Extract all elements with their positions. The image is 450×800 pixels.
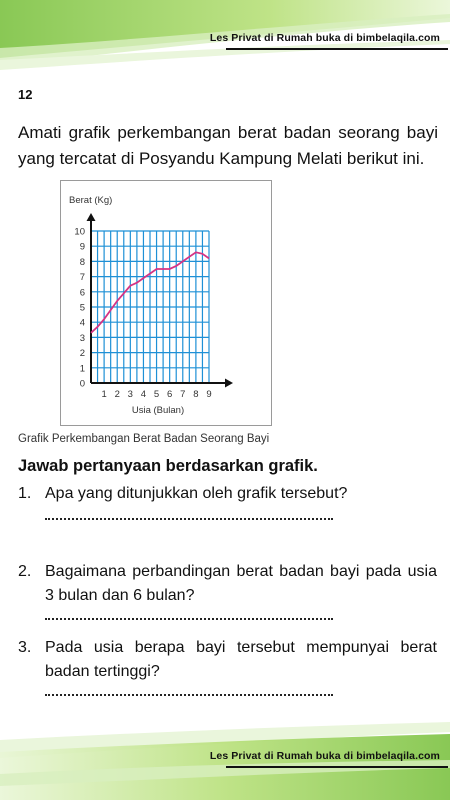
- footer-site-text: Les Privat di Rumah buka di bimbelaqila.com: [209, 750, 440, 762]
- y-tick-label: 9: [79, 241, 85, 253]
- y-axis-arrow-icon: [87, 213, 96, 221]
- x-tick-label: 7: [180, 389, 186, 400]
- x-tick-label: 9: [206, 389, 212, 400]
- y-tick-label: 5: [79, 302, 85, 314]
- intro-text: Amati grafik perkembangan berat badan seorang bayi yang tercatat di Posyandu Kampung Melati berikut ini.: [18, 123, 438, 168]
- y-tick-label: 8: [79, 256, 85, 268]
- y-tick-label: 2: [79, 348, 85, 360]
- answer-line-2: [45, 618, 333, 620]
- questions-title: Jawab pertanyaan berdasarkan grafik.: [18, 457, 318, 475]
- chart-caption: Grafik Perkembangan Berat Badan Seorang Bayi: [18, 433, 270, 445]
- footer-rule: [226, 766, 448, 768]
- x-tick-label: 3: [127, 389, 133, 400]
- x-tick-label: 4: [140, 389, 147, 400]
- question-2-text: Bagaimana perbandingan berat badan bayi pada usia 3 bulan dan 6 bulan?: [45, 563, 437, 604]
- x-tick-label: 8: [193, 389, 199, 400]
- x-axis-label: Usia (Bulan): [131, 405, 185, 416]
- y-tick-label: 3: [79, 332, 85, 344]
- x-tick-label: 5: [153, 389, 160, 400]
- y-tick-label: 4: [79, 317, 85, 329]
- y-tick-label: 1: [79, 363, 85, 375]
- question-3-text: Pada usia berapa bayi tersebut mempunyai berat badan tertinggi?: [45, 639, 437, 680]
- x-tick-label: 1: [101, 389, 107, 400]
- y-tick-label: 6: [79, 287, 85, 299]
- question-1-number: 1.: [18, 485, 32, 502]
- question-1-text: Apa yang ditunjukkan oleh grafik tersebut?: [45, 485, 348, 502]
- page-number: 12: [18, 87, 33, 102]
- x-axis-arrow-icon: [225, 379, 233, 388]
- answer-line-1: [45, 518, 333, 520]
- question-2-number: 2.: [18, 563, 32, 580]
- y-tick-label: 7: [79, 272, 85, 284]
- y-tick-label: 10: [74, 226, 85, 238]
- header-site-text: Les Privat di Rumah buka di bimbelaqila.com: [209, 32, 440, 44]
- y-axis-label: Berat (Kg): [69, 195, 113, 206]
- chart-grid: [91, 231, 209, 383]
- x-tick-label: 2: [114, 389, 120, 400]
- y-tick-label: 0: [79, 378, 85, 390]
- chart-frame: [60, 180, 272, 426]
- answer-line-3: [45, 694, 333, 696]
- question-3-number: 3.: [18, 639, 32, 656]
- chart-axes: [87, 213, 234, 388]
- header-rule: [226, 48, 448, 50]
- x-tick-label: 6: [167, 389, 173, 400]
- weight-chart: [61, 181, 271, 425]
